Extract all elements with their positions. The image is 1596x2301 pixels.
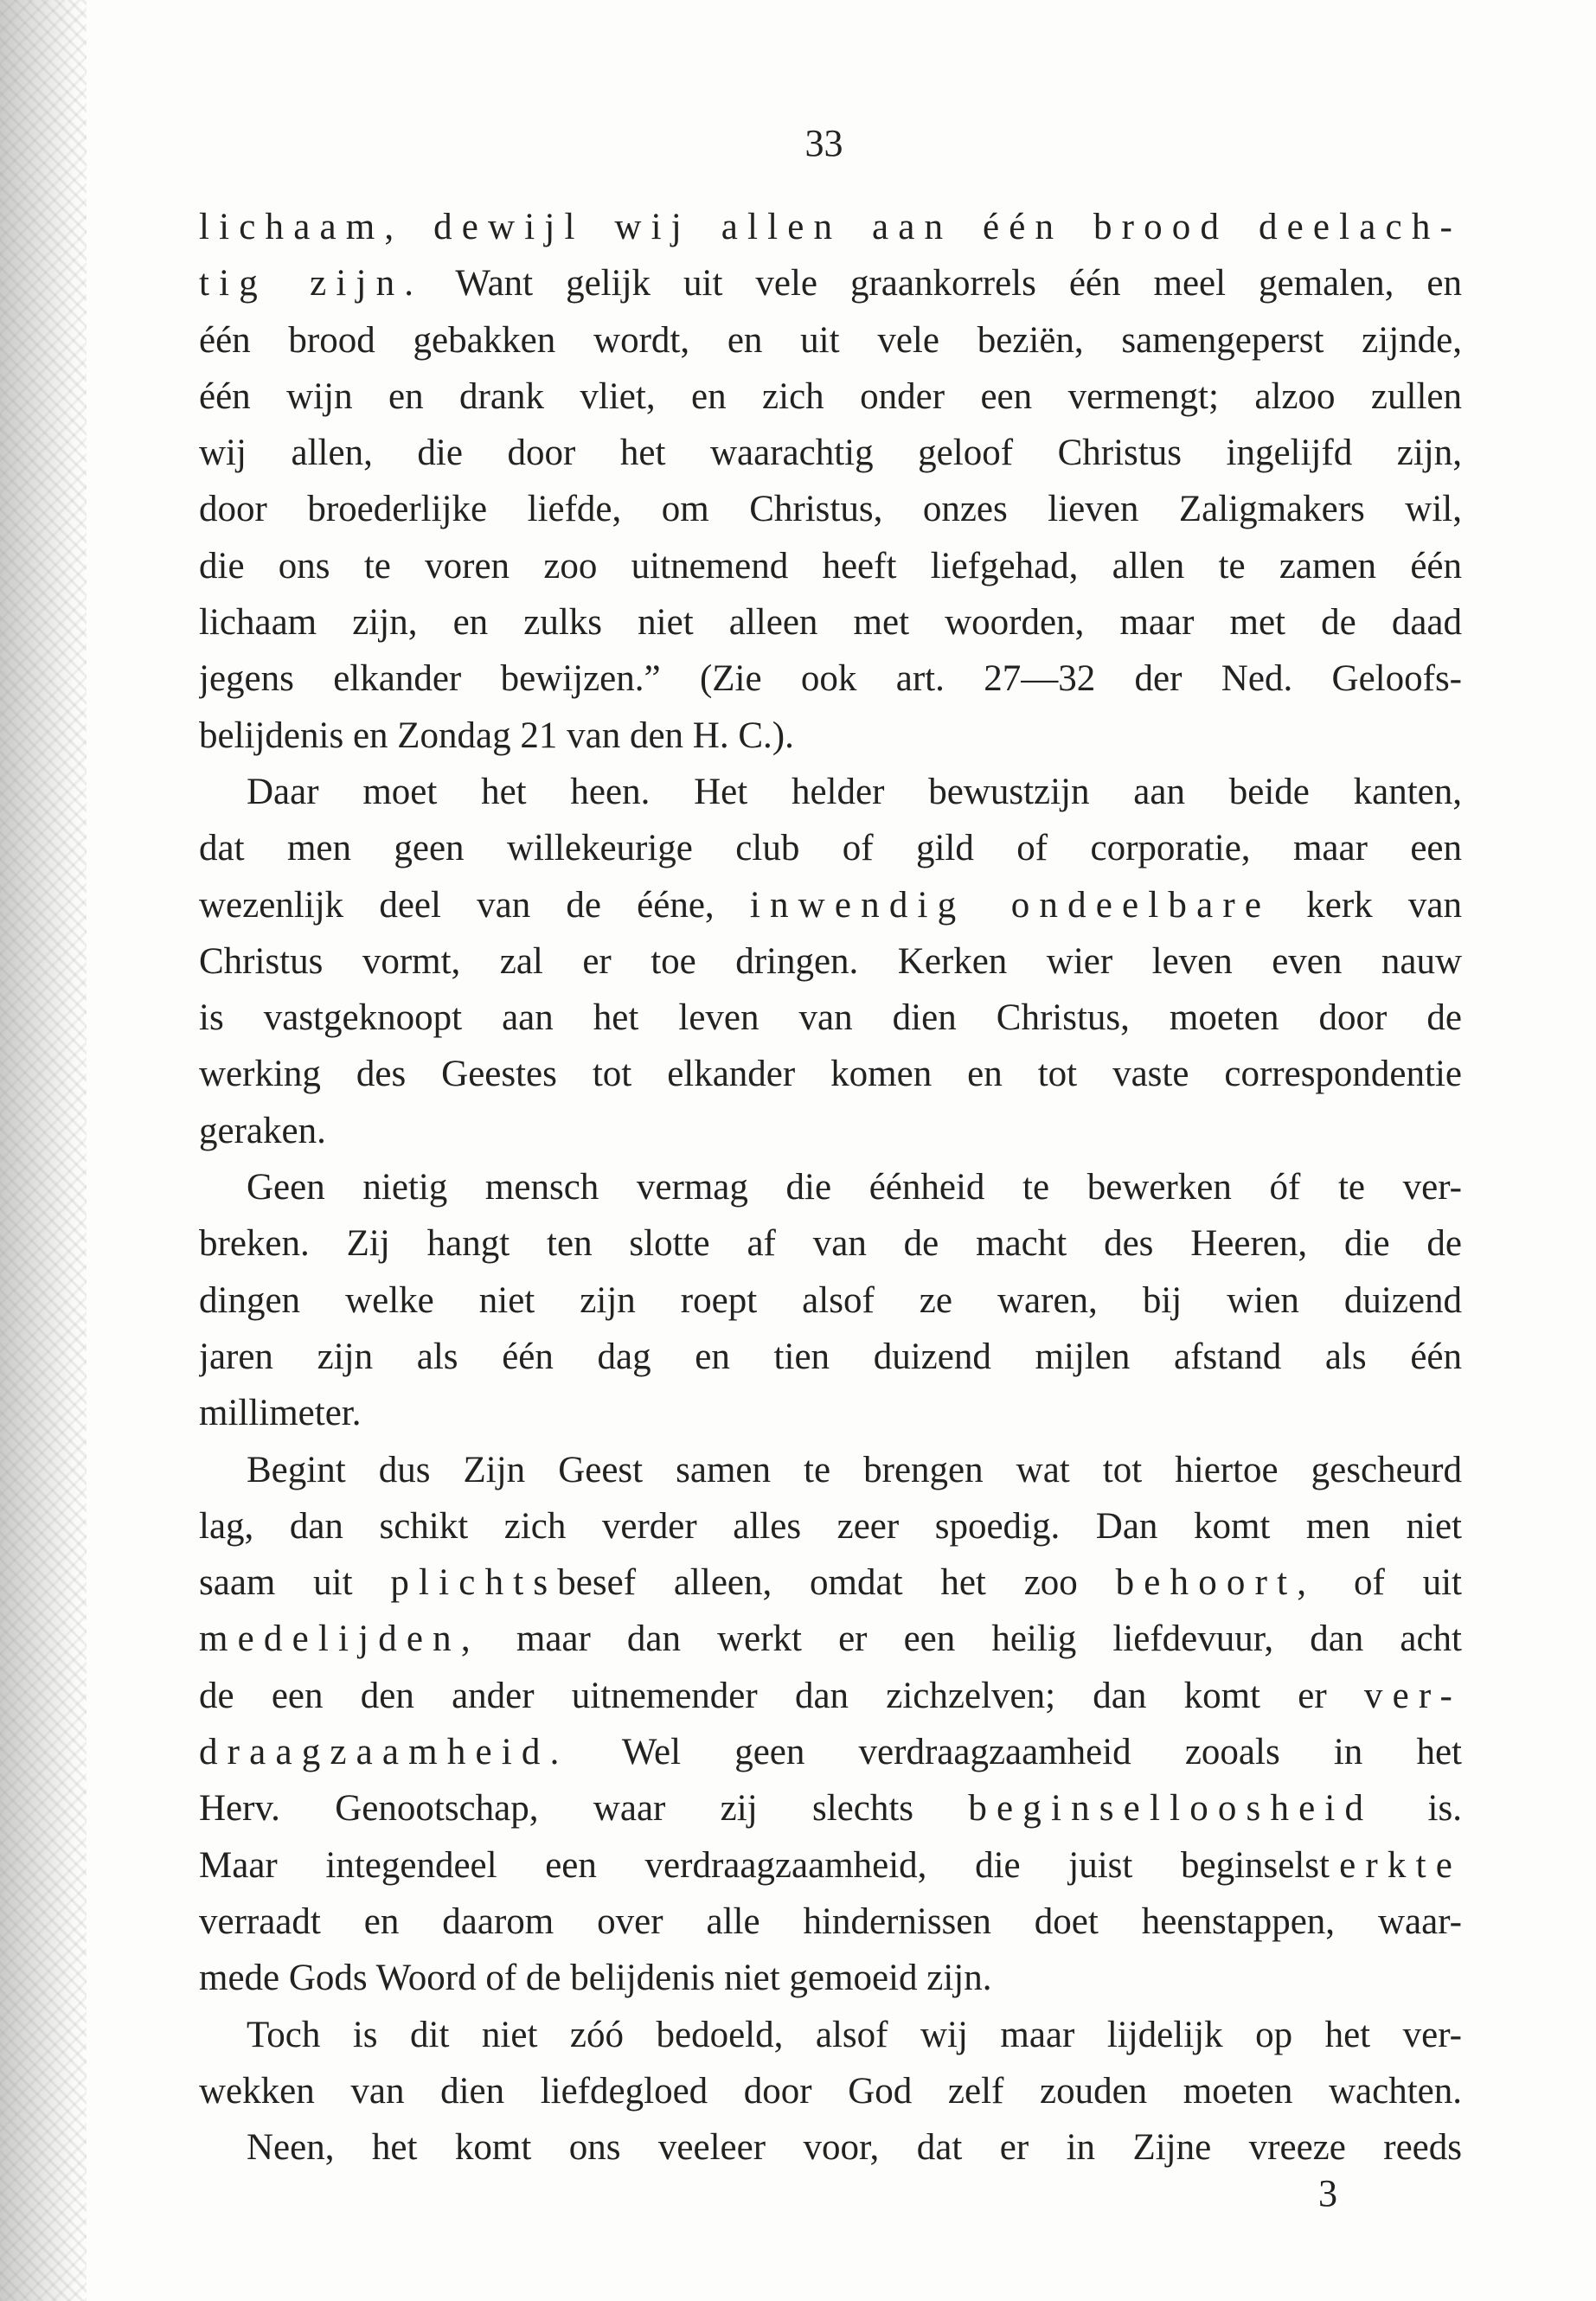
text-line bbox=[199, 877, 1462, 933]
text-line bbox=[199, 255, 1462, 311]
text-line bbox=[199, 708, 1462, 764]
text-line bbox=[199, 1046, 1462, 1102]
text-line bbox=[199, 933, 1462, 990]
text-segment: geraken. bbox=[199, 1110, 326, 1151]
text-segment: Maar integendeel een verdraagzaamheid, die juist beginsels bbox=[199, 1844, 1320, 1886]
emphasis-spaced: lichaam, dewijl wij allen aan één brood deelach- bbox=[199, 207, 1462, 247]
text-line bbox=[199, 312, 1462, 369]
text-segment: Want gelijk uit vele graankorrels één meel gemalen, en bbox=[423, 263, 1462, 304]
text-segment: Geen nietig mensch vermag die éénheid te bewerken óf te ver- bbox=[247, 1167, 1462, 1208]
text-line bbox=[199, 764, 1462, 820]
text-line bbox=[199, 1215, 1462, 1272]
text-segment: jegens elkander bewijzen.” (Zie ook art. 27—32 der Ned. Geloofs- bbox=[199, 658, 1462, 700]
text-segment: is. bbox=[1373, 1788, 1462, 1830]
text-segment: besef alleen, omdat het zoo bbox=[557, 1562, 1116, 1604]
text-segment: Christus vormt, zal er toe dringen. Kerken wier leven even nauw bbox=[199, 940, 1462, 982]
text-line bbox=[199, 1611, 1462, 1667]
text-line bbox=[199, 2007, 1462, 2063]
text-segment: breken. Zij hangt ten slotte af van de macht des Heeren, die de bbox=[199, 1223, 1462, 1265]
emphasis-spaced: behoort, bbox=[1115, 1562, 1317, 1604]
text-segment: Daar moet het heen. Het helder bewustzijn aan beide kanten, bbox=[247, 771, 1462, 812]
text-line bbox=[199, 1724, 1462, 1780]
emphasis-spaced: tig zijn. bbox=[199, 263, 424, 304]
text-segment: of uit bbox=[1316, 1562, 1462, 1604]
emphasis-spaced: draagzaamheid. bbox=[199, 1732, 569, 1773]
text-segment: die ons te voren zoo uitnemend heeft liefgehad, allen te zamen één bbox=[199, 545, 1462, 586]
text-line bbox=[199, 1950, 1462, 2006]
text-segment: de een den ander uitnemender dan zichzelven; dan komt er bbox=[199, 1675, 1364, 1716]
text-segment: belijdenis en Zondag 21 van den H. C.). bbox=[199, 715, 794, 756]
text-line bbox=[199, 1159, 1462, 1215]
text-segment: door broederlijke liefde, om Christus, onzes lieven Zaligmakers wil, bbox=[199, 489, 1462, 530]
text-line bbox=[199, 538, 1462, 594]
text-segment: maar dan werkt er een heilig liefdevuur, dan acht bbox=[479, 1618, 1462, 1660]
text-line bbox=[199, 1780, 1462, 1836]
text-line bbox=[199, 1554, 1462, 1611]
text-line bbox=[199, 1894, 1462, 1950]
emphasis-spaced: beginselloosheid bbox=[968, 1788, 1374, 1830]
text-segment: Herv. Genootschap, waar zij slechts bbox=[199, 1788, 969, 1830]
page-number: 33 bbox=[804, 122, 843, 164]
text-line bbox=[199, 1329, 1462, 1385]
text-segment: dat men geen willekeurige club of gild of corporatie, maar een bbox=[199, 828, 1462, 869]
page-edge-shading bbox=[0, 0, 87, 2301]
text-line bbox=[199, 820, 1462, 876]
text-line bbox=[199, 369, 1462, 425]
text-segment: wij allen, die door het waarachtig geloof Christus ingelijfd zijn, bbox=[199, 433, 1462, 474]
text-line bbox=[199, 1668, 1462, 1724]
text-line bbox=[199, 594, 1462, 651]
text-line bbox=[199, 1103, 1462, 1159]
text-line bbox=[199, 425, 1462, 481]
text-line bbox=[199, 1385, 1462, 1441]
text-line bbox=[199, 1442, 1462, 1498]
text-segment: Begint dus Zijn Geest samen te brengen wat tot hiertoe gescheurd bbox=[247, 1449, 1462, 1490]
text-line bbox=[199, 990, 1462, 1046]
emphasis-spaced: medelijden, bbox=[199, 1618, 480, 1660]
text-segment: jaren zijn als één dag en tien duizend mijlen afstand als één bbox=[199, 1336, 1462, 1377]
text-line bbox=[199, 481, 1462, 537]
text-segment: kerk van bbox=[1271, 884, 1462, 926]
text-line bbox=[199, 2063, 1462, 2119]
emphasis-spaced: inwendig ondeelbare bbox=[749, 884, 1272, 926]
emphasis-spaced: terkte bbox=[1319, 1844, 1462, 1886]
text-segment: Wel geen verdraagzaamheid zooals in het bbox=[568, 1732, 1462, 1773]
text-segment: lag, dan schikt zich verder alles zeer spoedig. Dan komt men niet bbox=[199, 1505, 1462, 1547]
signature-mark: 3 bbox=[1318, 2172, 1337, 2214]
text-segment: millimeter. bbox=[199, 1393, 362, 1434]
text-segment: Toch is dit niet zóó bedoeld, alsof wij maar lijdelijk op het ver- bbox=[247, 2014, 1462, 2055]
text-segment: lichaam zijn, en zulks niet alleen met woorden, maar met de daad bbox=[199, 602, 1462, 644]
text-segment: één brood gebakken wordt, en uit vele beziën, samengeperst zijnde, bbox=[199, 319, 1462, 361]
text-segment: dingen welke niet zijn roept alsof ze waren, bij wien duizend bbox=[199, 1279, 1462, 1321]
text-line bbox=[199, 2119, 1462, 2176]
text-line bbox=[199, 1498, 1462, 1554]
emphasis-spaced: plichts bbox=[390, 1562, 558, 1604]
body-text bbox=[199, 199, 1462, 2176]
text-line bbox=[199, 651, 1462, 707]
emphasis-spaced: ver- bbox=[1363, 1675, 1462, 1716]
text-segment: Neen, het komt ons veeleer voor, dat er in Zijne vreeze reeds bbox=[247, 2127, 1462, 2169]
text-segment: verraadt en daarom over alle hindernissen doet heenstappen, waar- bbox=[199, 1900, 1462, 1942]
text-segment: is vastgeknoopt aan het leven van dien Christus, moeten door de bbox=[199, 997, 1462, 1039]
text-segment: werking des Geestes tot elkander komen en tot vaste correspondentie bbox=[199, 1054, 1462, 1095]
text-segment: wezenlijk deel van de ééne, bbox=[199, 884, 750, 926]
text-segment: wekken van dien liefdegloed door God zelf zouden moeten wachten. bbox=[199, 2070, 1462, 2112]
text-line bbox=[199, 1837, 1462, 1894]
text-segment: één wijn en drank vliet, en zich onder een vermengt; alzoo zullen bbox=[199, 375, 1462, 417]
text-line bbox=[199, 199, 1462, 255]
text-segment: mede Gods Woord of de belijdenis niet gemoeid zijn. bbox=[199, 1958, 992, 1999]
text-line bbox=[199, 1272, 1462, 1329]
text-segment: saam uit bbox=[199, 1562, 391, 1604]
